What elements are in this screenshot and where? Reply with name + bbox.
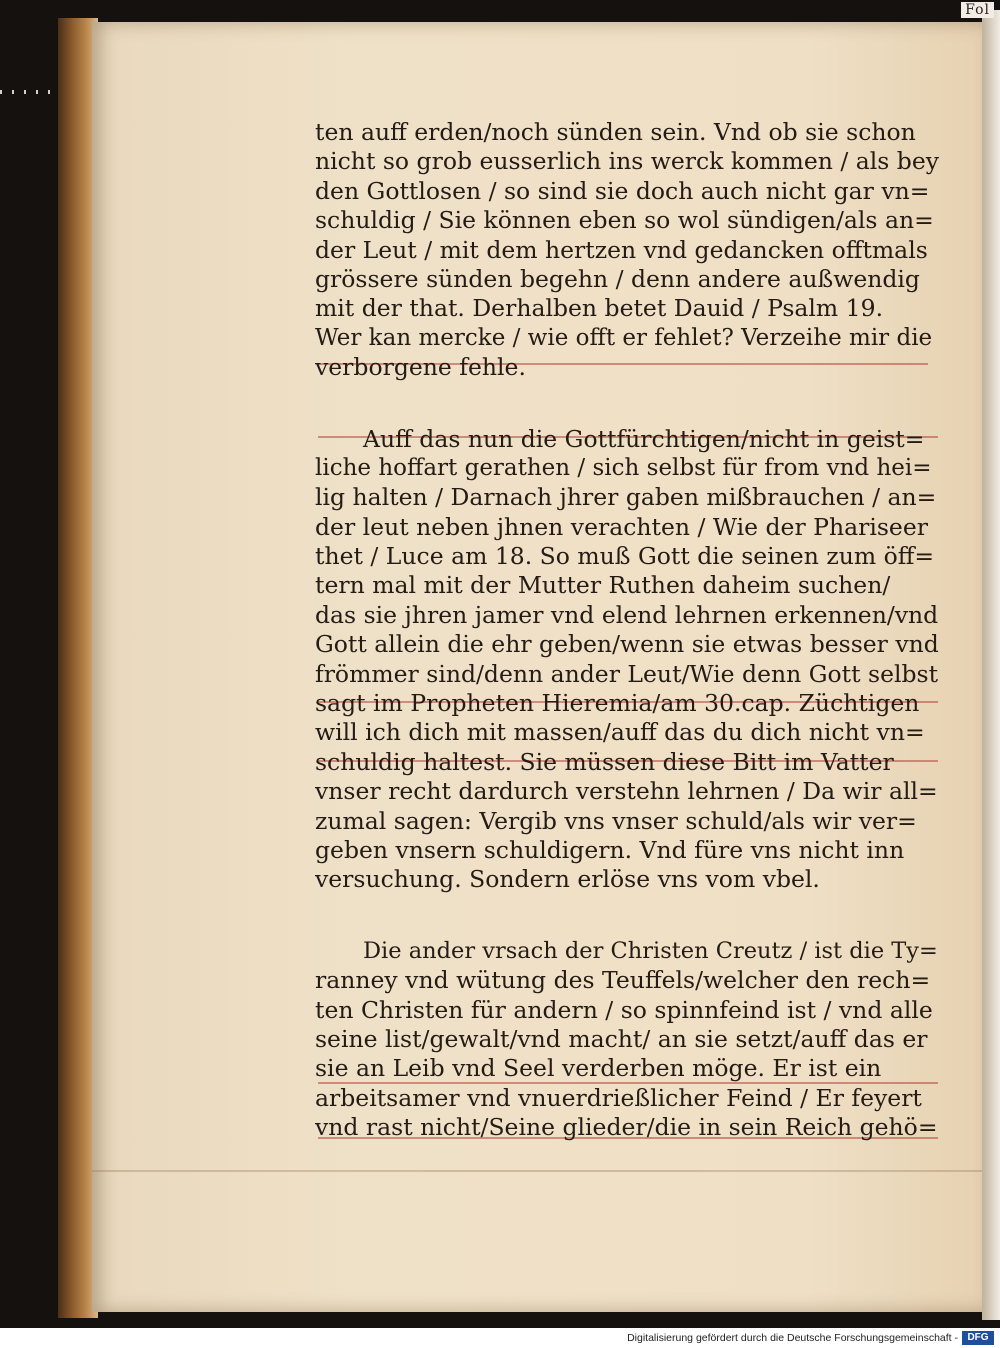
text-line: Wer kan mercke / wie offt er fehlet? Verzeihe mir die	[315, 324, 933, 351]
paragraph-1	[315, 118, 940, 383]
text-line: seine list/gewalt/vnd macht/ an sie setzt/auff das er	[315, 1024, 928, 1053]
text-line: schuldig / Sie können eben so wol sündigen/als an=	[315, 206, 934, 235]
paragraph-gap	[315, 895, 940, 937]
text-line: grössere sünden begehn / denn andere außwendig	[315, 264, 920, 293]
text-line: zumal sagen: Vergib vns vnser schuld/als wir ver=	[315, 806, 917, 835]
text-line: vnd rast nicht/Seine glieder/die in sein Reich gehö=	[315, 1113, 938, 1142]
paragraph-2	[315, 425, 940, 895]
text-line: geben vnsern schuldigern. Vnd füre vns nicht inn	[315, 835, 905, 864]
text-line: thet / Luce am 18. So muß Gott die seinen zum öff=	[315, 542, 935, 571]
text-line: lig halten / Darnach jhrer gaben mißbrauchen / an=	[315, 483, 937, 512]
text-line: arbeitsamer vnd vnuerdrießlicher Feind / Er feyert	[315, 1083, 922, 1112]
text-line: tern mal mit der Mutter Ruthen daheim suchen/	[315, 571, 891, 600]
funding-credit: Digitalisierung gefördert durch die Deutsche Forschungsgemeinschaft -	[627, 1332, 958, 1344]
text-line: Auff das nun die Gottfürchtigen/nicht in geist=	[363, 424, 925, 453]
text-line: ten auff erden/noch sünden sein. Vnd ob sie schon	[315, 118, 916, 146]
text-line: ten Christen für andern / so spinnfeind ist / vnd alle	[315, 995, 933, 1024]
text-line: verborgene fehle.	[315, 353, 526, 382]
paragraph-3	[315, 937, 940, 1143]
paragraph-gap	[315, 383, 940, 425]
text-line: Gott allein die ehr geben/wenn sie etwas besser vnd	[315, 630, 939, 659]
dfg-logo-icon: DFG	[962, 1331, 994, 1345]
text-line: das sie jhren jamer vnd elend lehrnen erkennen/vnd	[315, 600, 939, 629]
text-line: den Gottlosen / so sind sie doch auch nicht gar vn=	[315, 176, 930, 205]
margin-dots	[0, 90, 60, 94]
running-head: Fol	[961, 2, 994, 18]
text-line: nicht so grob eusserlich ins werck kommen / als bey	[315, 147, 940, 176]
body-text	[315, 118, 940, 1143]
digitization-footer	[0, 1328, 1000, 1348]
text-line: sie an Leib vnd Seel verderben möge. Er ist ein	[315, 1054, 882, 1083]
text-line: liche hoffart gerathen / sich selbst für from vnd hei=	[315, 454, 932, 481]
text-line: sagt im Propheten Hieremia/am 30.cap. Züchtigen	[315, 689, 920, 718]
text-line: ranney vnd wütung des Teuffels/welcher den rech=	[315, 966, 931, 995]
text-line: will ich dich mit massen/auff das du dich nicht vn=	[315, 718, 925, 747]
text-line: Die ander vrsach der Christen Creutz / ist die Ty=	[363, 937, 938, 964]
text-line: vnser recht dardurch verstehn lehrnen / Da wir all=	[315, 777, 938, 806]
text-line: versuchung. Sondern erlöse vns vom vbel.	[315, 865, 820, 894]
text-line: der leut neben jhnen verachten / Wie der Phariseer	[315, 512, 928, 541]
text-line: schuldig haltest. Sie müssen diese Bitt im Vatter	[315, 747, 894, 776]
facing-page-edge	[982, 10, 1000, 1320]
text-line: der Leut / mit dem hertzen vnd gedancken offtmals	[315, 235, 928, 264]
text-line: mit der that. Derhalben betet Dauid / Psalm 19.	[315, 294, 884, 323]
text-line: frömmer sind/denn ander Leut/Wie denn Gott selbst	[315, 659, 939, 688]
